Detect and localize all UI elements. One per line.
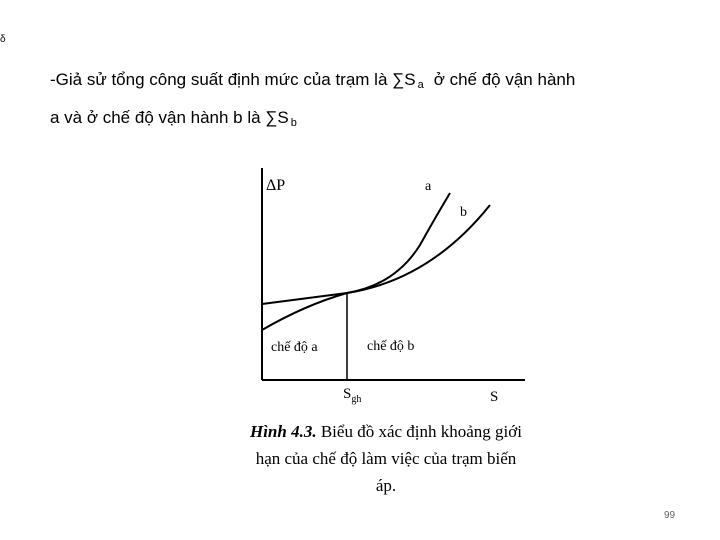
caption-text: Biểu đồ xác định khoảng giới hạn của chế độ làm việc của trạm biến áp.	[255, 422, 522, 495]
page-number: 99	[664, 510, 676, 521]
threshold-label	[343, 386, 361, 405]
region-b-label: chế độ b	[367, 339, 415, 354]
line1-text: -Giả sử tổng công suất định mức của trạm là ∑S	[50, 70, 416, 89]
curve-a	[262, 193, 450, 304]
caption-prefix: Hình 4.3.	[249, 422, 317, 441]
corner-mark: δ	[0, 34, 6, 45]
curve-a-label: a	[425, 179, 432, 194]
y-axis-label: ΔP	[266, 177, 286, 194]
threshold-label-main: S	[343, 386, 352, 402]
curve-b	[262, 205, 490, 330]
threshold-label-sub: gh	[351, 394, 362, 405]
curve-b-label: b	[460, 205, 467, 220]
line2-text: a và ở chế độ vận hành b là ∑S	[50, 108, 289, 127]
line2-subscript: b	[290, 117, 297, 129]
figure-caption	[246, 418, 526, 499]
line1-subscript: a	[417, 79, 424, 91]
region-a-label: chế độ a	[271, 340, 318, 355]
line1-text-end: ở chế độ vận hành	[433, 70, 576, 89]
x-axis-label: S	[490, 389, 499, 405]
